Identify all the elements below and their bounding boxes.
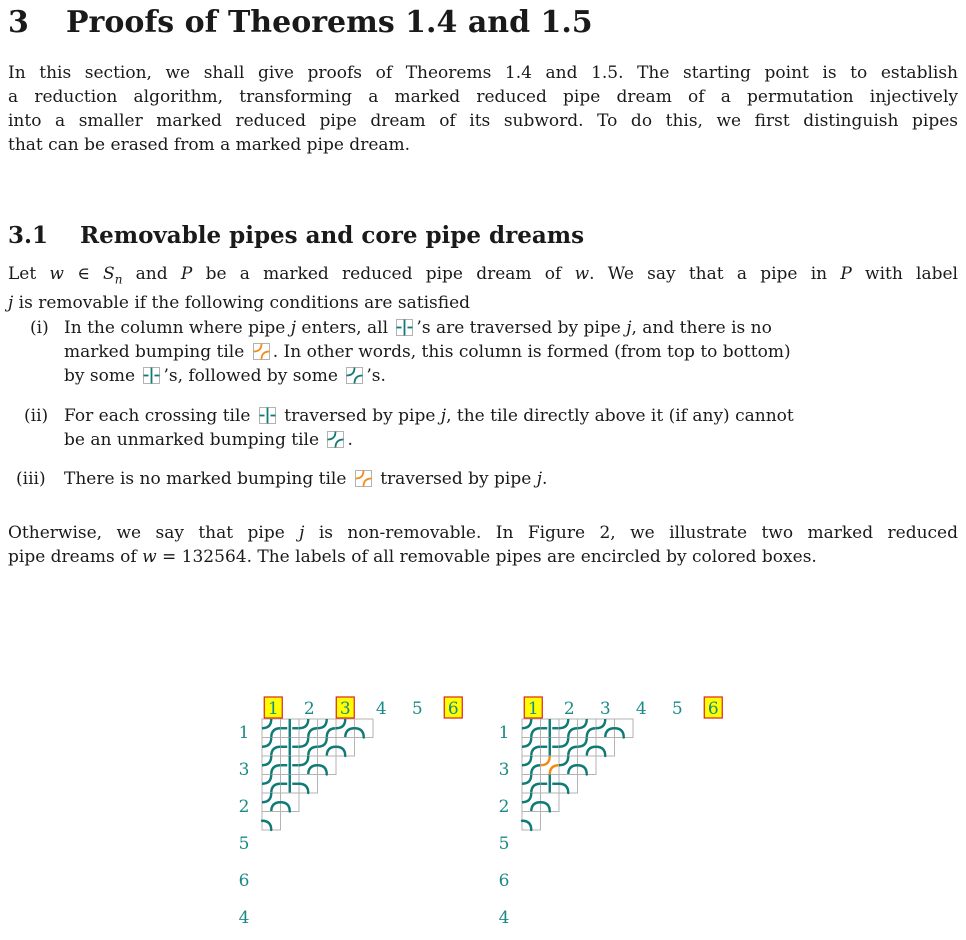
pipe-label: 1 [527,699,539,719]
text-line: a reduction algorithm, transforming a marked reduced pipe dream of a permutation injectively [8,87,958,107]
text-run: pipe dreams of [8,547,143,567]
pipe-elbow [596,747,605,756]
pipe-bump [299,738,318,757]
pipe-bump [522,775,541,794]
row-label: 6 [238,871,250,891]
pipe-bump [522,719,541,738]
math-w: w [49,264,64,284]
math-j: j [299,523,305,543]
text-run: , the tile directly above it (if any) cannot [446,406,794,426]
pipe-label: 6 [707,699,719,719]
row-label: 4 [238,908,250,928]
pipe-label: 6 [447,699,459,719]
pipe-bump [522,793,541,812]
row-label: 6 [498,871,510,891]
pipe-label: 2 [563,699,575,719]
row-label: 4 [498,908,510,928]
math-S: S [103,264,115,284]
pipe-marked-bump [541,756,560,775]
text-run: be an unmarked bumping tile [64,430,325,450]
text-run: Let [8,264,50,284]
math-P: P [180,264,193,284]
math-w: w [574,264,590,284]
pipe-dream-2 [499,697,723,928]
pipe-label: 5 [411,699,423,719]
row-label: 1 [238,723,250,743]
pipe-bump [559,719,578,738]
math-j: j [8,293,14,314]
text-run: be a marked reduced pipe dream of [192,264,575,284]
pipe-elbow [615,728,624,737]
text-run: ’s. [366,366,386,386]
pipe-elbow [541,802,550,811]
text-run: and [122,264,181,284]
text-run: by some [64,366,141,386]
pipe-bump [318,719,337,738]
row-label: 2 [238,797,250,817]
pipe-bump [262,756,281,775]
text-run: with label [851,264,958,284]
pipe-bump [262,719,281,738]
pipe-bump [262,775,281,794]
math-j: j [536,469,542,489]
row-label: 5 [238,834,250,854]
pipe-bump [559,738,578,757]
pipe-elbow [262,821,271,830]
text-run: For each crossing tile [64,406,256,426]
row-label: 1 [498,723,510,743]
text-run: . In other words, this column is formed (from top to bottom) [272,342,791,362]
text-run: ’s are traversed by pipe [416,318,627,338]
text-run: traversed by pipe [374,469,537,489]
text-run: Otherwise, we say that pipe [8,523,300,543]
pipe-bump [262,793,281,812]
pipe-elbow [299,784,308,793]
condition-label: (i) [30,318,49,338]
pipe-label: 2 [303,699,315,719]
subsection-title: Removable pipes and core pipe dreams [80,222,585,249]
pipe-label: 1 [267,699,279,719]
text-run: , and there is no [631,318,772,338]
pipe-bump [336,719,355,738]
pipe-bump [318,738,337,757]
text-run: There is no marked bumping tile [64,469,352,489]
text-run: is removable if the following conditions are satisfied [13,293,471,314]
pipe-label: 3 [339,699,351,719]
math-j: j [626,318,632,338]
pipe-elbow [336,747,345,756]
math-P: P [840,264,852,284]
row-label: 3 [498,760,510,780]
pipe-label: 3 [599,699,611,719]
text-run: enters, all [296,318,394,338]
pipe-bump [578,719,597,738]
condition-label: (iii) [16,469,46,489]
math-n: n [114,272,123,287]
pipe-elbow [318,765,327,774]
math-in: ∈ [63,264,104,284]
section-number: 3 [8,5,29,40]
pipe-dream-1 [239,697,463,928]
text-line: that can be erased from a marked pipe dream. [8,135,411,155]
pipe-label: 4 [635,699,647,719]
pipe-bump [522,738,541,757]
section-title: Proofs of Theorems 1.4 and 1.5 [66,5,593,40]
condition-label: (ii) [24,406,49,426]
text-run: ’s, followed by some [163,366,344,386]
text-run: . We say that a pipe in [589,264,841,284]
pipe-elbow [355,728,364,737]
text-run: is non-removable. In Figure 2, we illustrate two marked reduced [304,523,958,543]
row-label: 2 [498,797,510,817]
pipe-elbow [578,765,587,774]
pipe-bump [299,756,318,775]
pipe-bump [299,719,318,738]
text-run: marked bumping tile [64,342,250,362]
text-line: In this section, we shall give proofs of Theorems 1.4 and 1.5. The starting point is to establish [8,63,958,83]
pipe-elbow [522,821,531,830]
text-run: . [542,469,548,489]
math-w: w [142,547,157,567]
pipe-bump [559,756,578,775]
text-run: traversed by pipe [278,406,441,426]
pipe-elbow [559,784,568,793]
pipe-bump [522,756,541,775]
pipe-bump [578,738,597,757]
text-run: = 132564. The labels of all removable pipes are encircled by colored boxes. [156,547,817,567]
pipe-label: 5 [671,699,683,719]
pipe-elbow [281,802,290,811]
row-label: 5 [498,834,510,854]
text-line: into a smaller marked reduced pipe dream of its subword. To do this, we first distinguish pipes [8,111,958,131]
pipe-bump [262,738,281,757]
math-j: j [290,318,297,338]
pipe-label: 4 [375,699,387,719]
text-run: In the column where pipe [64,318,291,338]
text-run: . [347,430,353,450]
pipe-bump [596,719,615,738]
math-j: j [440,406,447,426]
row-label: 3 [238,760,250,780]
subsection-number: 3.1 [8,222,49,249]
